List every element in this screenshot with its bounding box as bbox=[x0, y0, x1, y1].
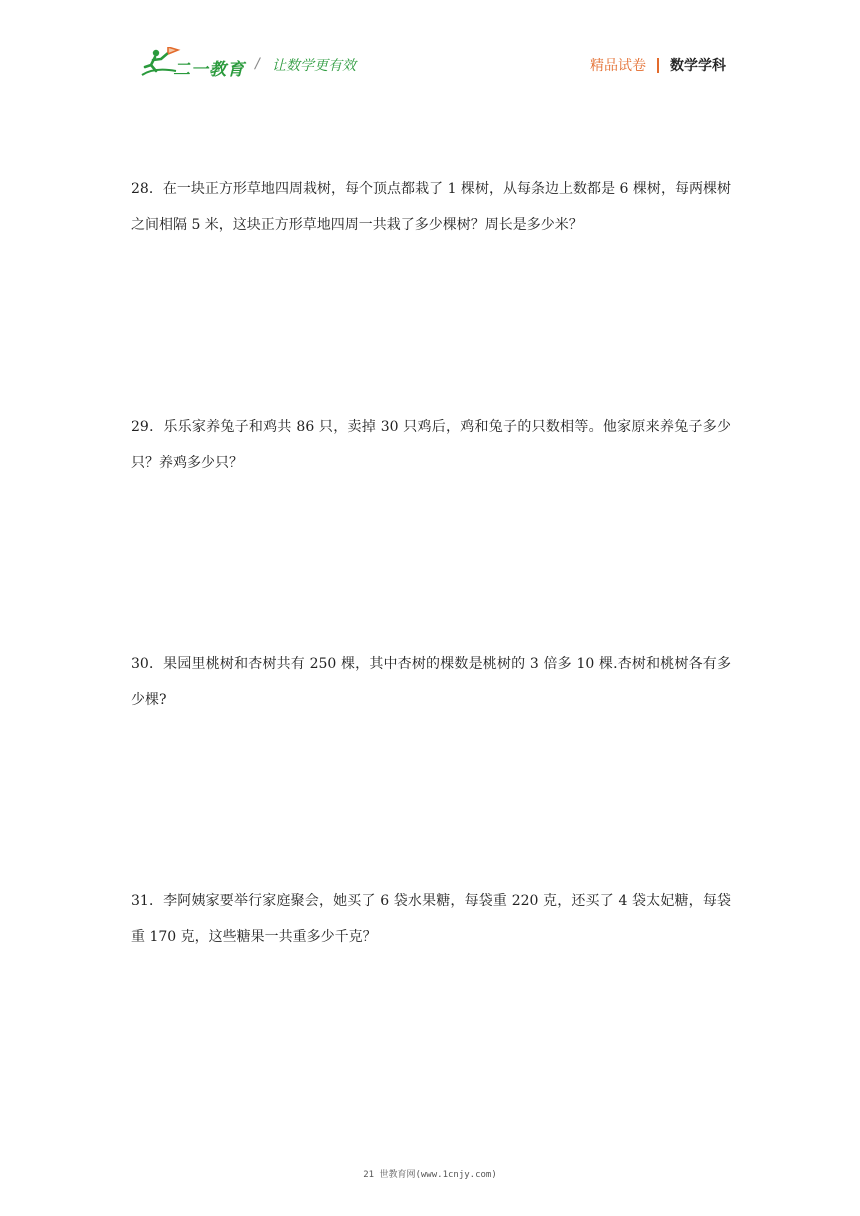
slogan: 让数学更有效 bbox=[272, 58, 356, 74]
page-footer: 21 世教育网(www.1cnjy.com) bbox=[363, 1170, 497, 1180]
tag-divider bbox=[657, 58, 659, 73]
question-29: 29．乐乐家养兔子和鸡共 86 只，卖掉 30 只鸡后，鸡和兔子的只数相等。他家原来养兔子多少只？养鸡多少只？ bbox=[131, 419, 731, 471]
brand-name: 二一教育 bbox=[173, 60, 245, 80]
header-tags bbox=[590, 55, 726, 75]
slogan-separator: / bbox=[255, 56, 260, 72]
page-header bbox=[0, 0, 860, 90]
tag-subject: 数学学科 bbox=[670, 58, 726, 74]
question-31: 31．李阿姨家要举行家庭聚会，她买了 6 袋水果糖，每袋重 220 克，还买了 4 袋太妃糖，每袋重 170 克，这些糖果一共重多少千克？ bbox=[131, 893, 731, 945]
question-28: 28．在一块正方形草地四周栽树，每个顶点都栽了 1 棵树，从每条边上数都是 6 棵树，每两棵树之间相隔 5 米，这块正方形草地四周一共栽了多少棵树？周长是多少米？ bbox=[131, 181, 731, 233]
tag-premium-paper: 精品试卷 bbox=[590, 58, 646, 74]
question-30: 30．果园里桃树和杏树共有 250 棵，其中杏树的棵数是桃树的 3 倍多 10 棵.杏树和桃树各有多少棵? bbox=[131, 656, 731, 708]
